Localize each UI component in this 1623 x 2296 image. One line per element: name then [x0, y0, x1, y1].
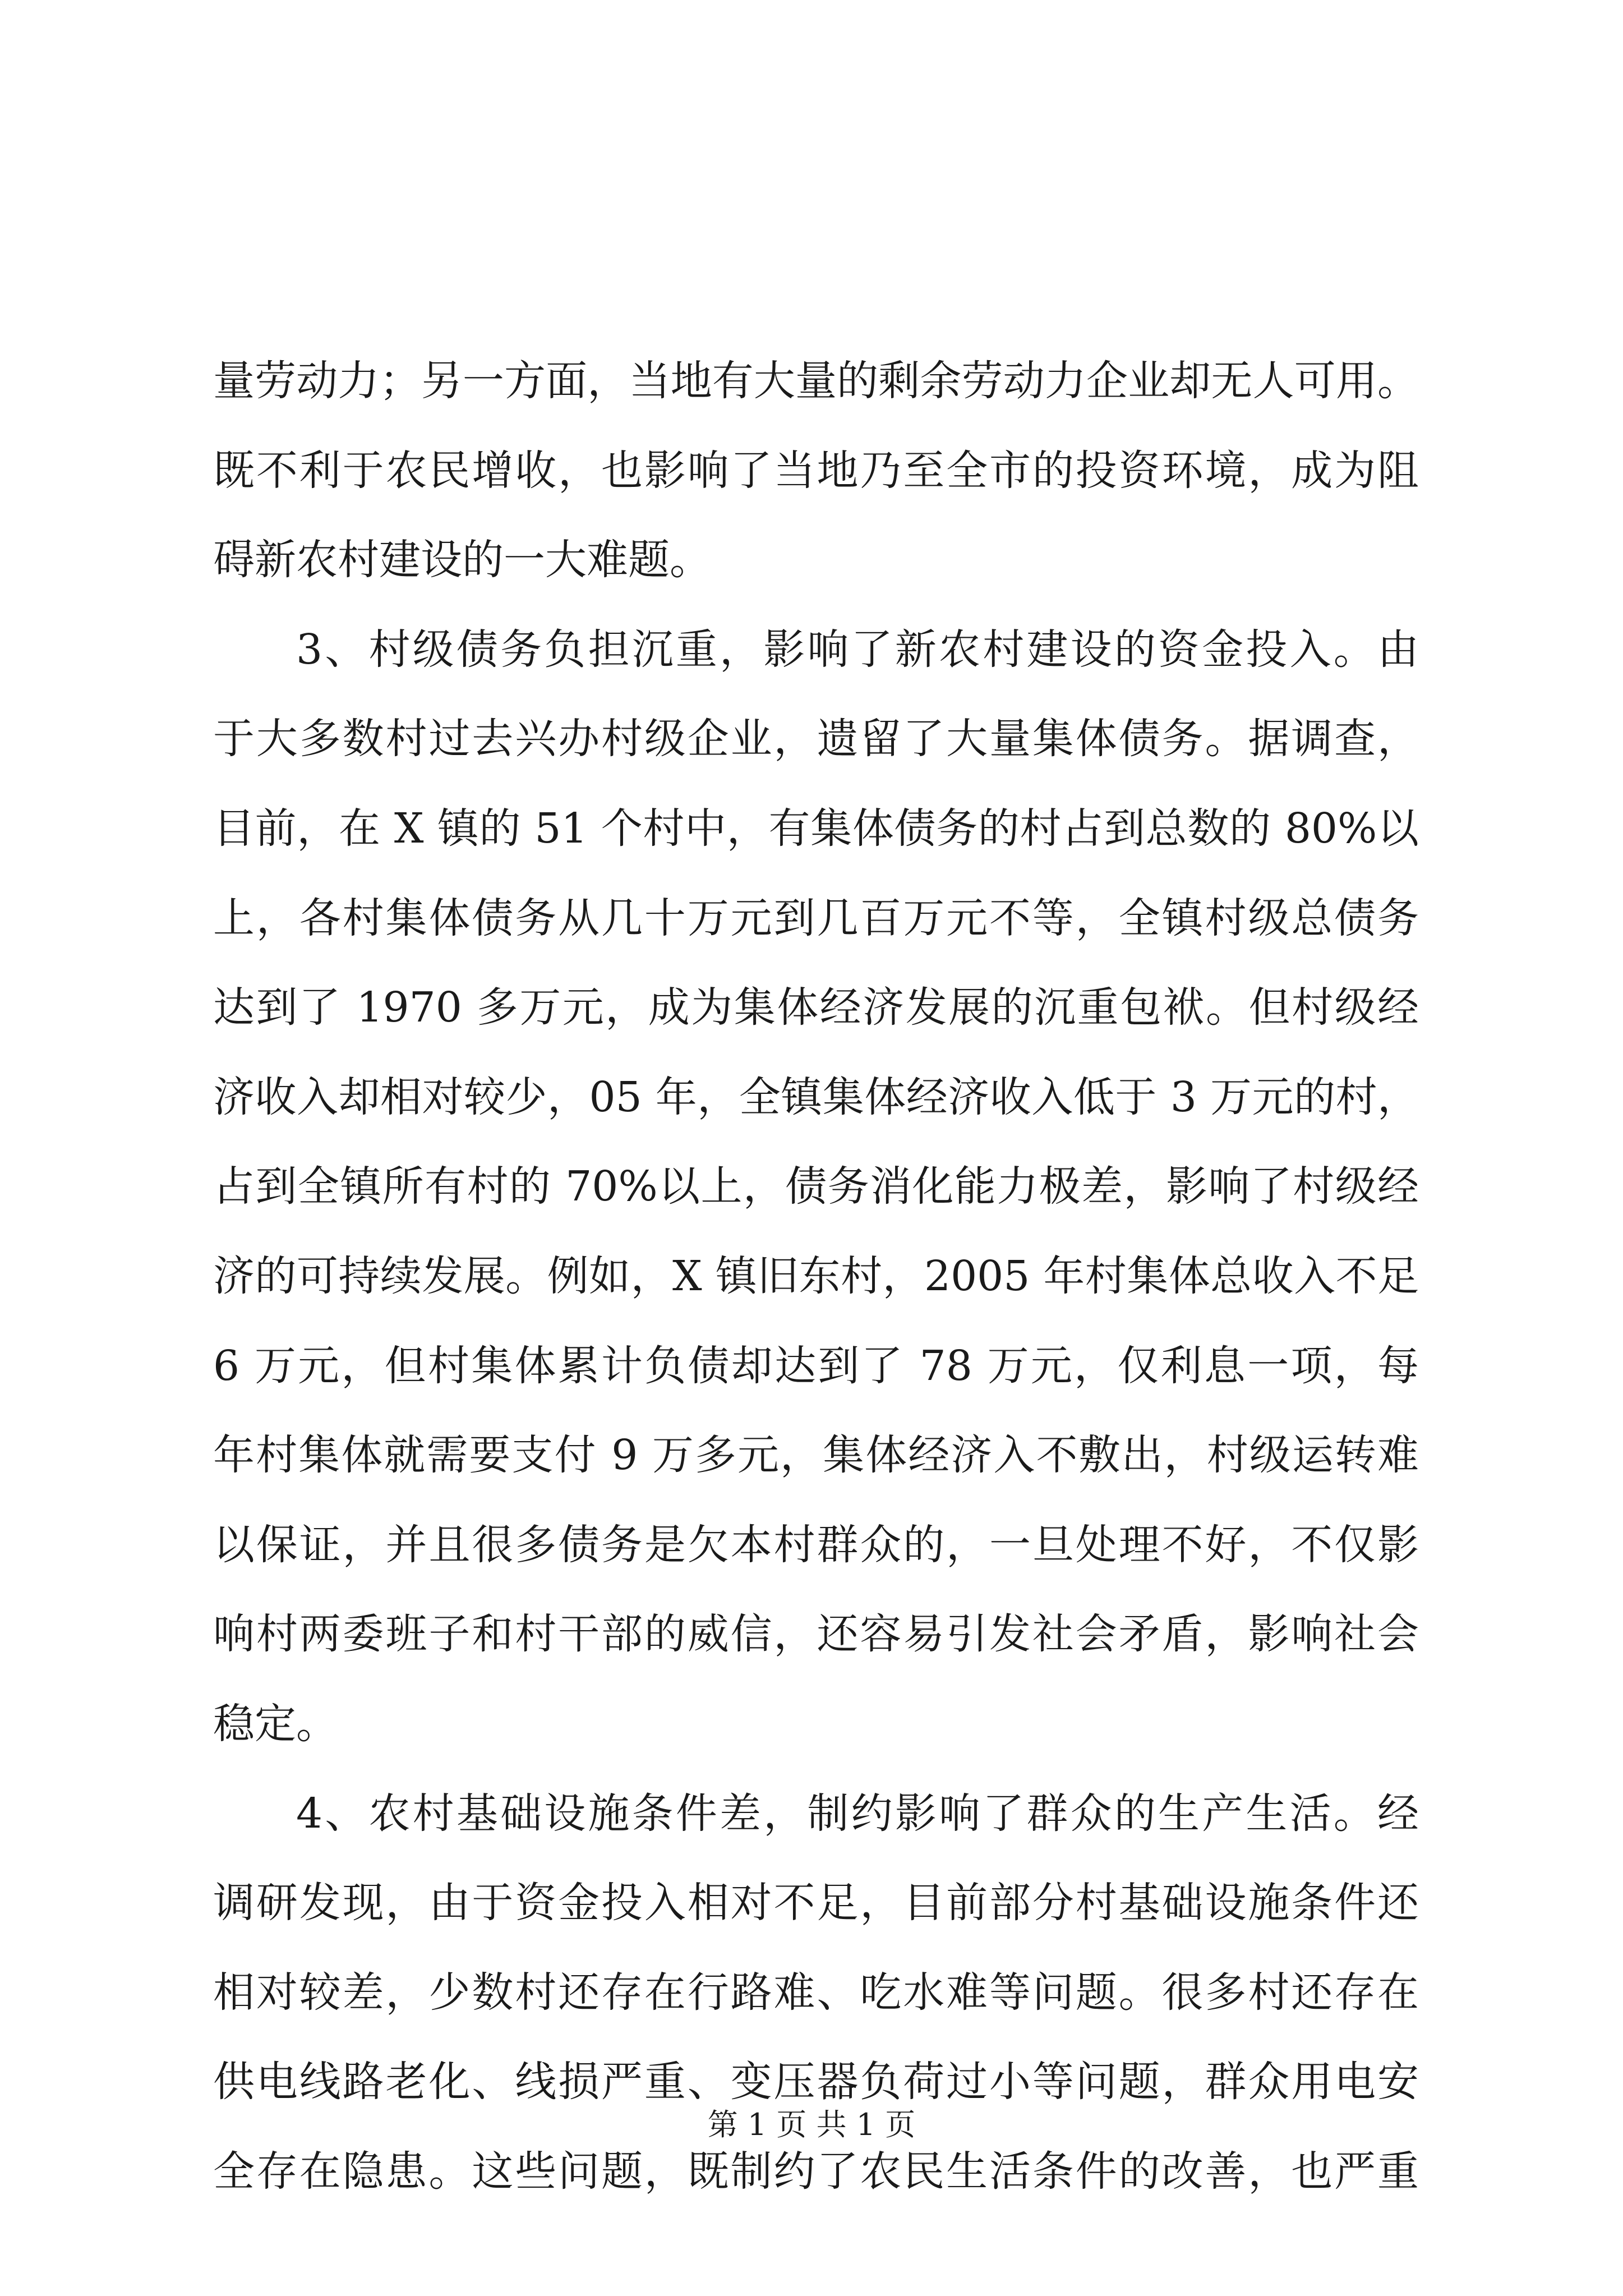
text-line: 稳定。: [213, 1699, 338, 1748]
document-body: [213, 337, 1419, 2216]
text-line: 调研发现，由于资金投入相对不足，目前部分村基础设施条件还: [213, 1879, 1419, 1927]
text-line: 响村两委班子和村干部的威信，还容易引发社会矛盾，影响社会: [213, 1610, 1419, 1659]
text-line: 量劳动力；另一方面，当地有大量的剩余劳动力企业却无人可用。: [213, 357, 1419, 405]
text-line: 3、村级债务负担沉重，影响了新农村建设的资金投入。由: [296, 625, 1419, 674]
text-line: 4、农村基础设施条件差，制约影响了群众的生产生活。经: [296, 1789, 1419, 1838]
text-line: 上，各村集体债务从几十万元到几百万元不等，全镇村级总债务: [213, 894, 1419, 942]
text-line: 相对较差，少数村还存在行路难、吃水难等问题。很多村还存在: [213, 1968, 1419, 2017]
text-line: 碍新农村建设的一大难题。: [213, 536, 711, 585]
text-line: 以保证，并且很多债务是欠本村群众的，一旦处理不好，不仅影: [213, 1520, 1419, 1569]
text-line: 全存在隐患。这些问题，既制约了农民生活条件的改善，也严重: [213, 2147, 1419, 2196]
page-footer: 第 1 页 共 1 页: [707, 2107, 916, 2142]
text-line: 目前，在 X 镇的 51 个村中，有集体债务的村占到总数的 80%以: [213, 804, 1419, 853]
text-line: 既不利于农民增收，也影响了当地乃至全市的投资环境，成为阻: [213, 446, 1419, 495]
text-line: 济收入却相对较少，05 年，全镇集体经济收入低于 3 万元的村，: [213, 1073, 1419, 1121]
text-line: 达到了 1970 多万元，成为集体经济发展的沉重包袱。但村级经: [213, 983, 1419, 1032]
text-line: 6 万元，但村集体累计负债却达到了 78 万元，仅利息一项，每: [213, 1341, 1419, 1390]
text-line: 济的可持续发展。例如，X 镇旧东村，2005 年村集体总收入不足: [213, 1251, 1419, 1300]
text-line: 供电线路老化、线损严重、变压器负荷过小等问题，群众用电安: [213, 2058, 1419, 2106]
text-line: 于大多数村过去兴办村级企业，遗留了大量集体债务。据调查，: [213, 715, 1419, 763]
text-line: 年村集体就需要支付 9 万多元，集体经济入不敷出，村级运转难: [213, 1431, 1419, 1480]
text-line: 占到全镇所有村的 70%以上，债务消化能力极差，影响了村级经: [213, 1162, 1419, 1211]
